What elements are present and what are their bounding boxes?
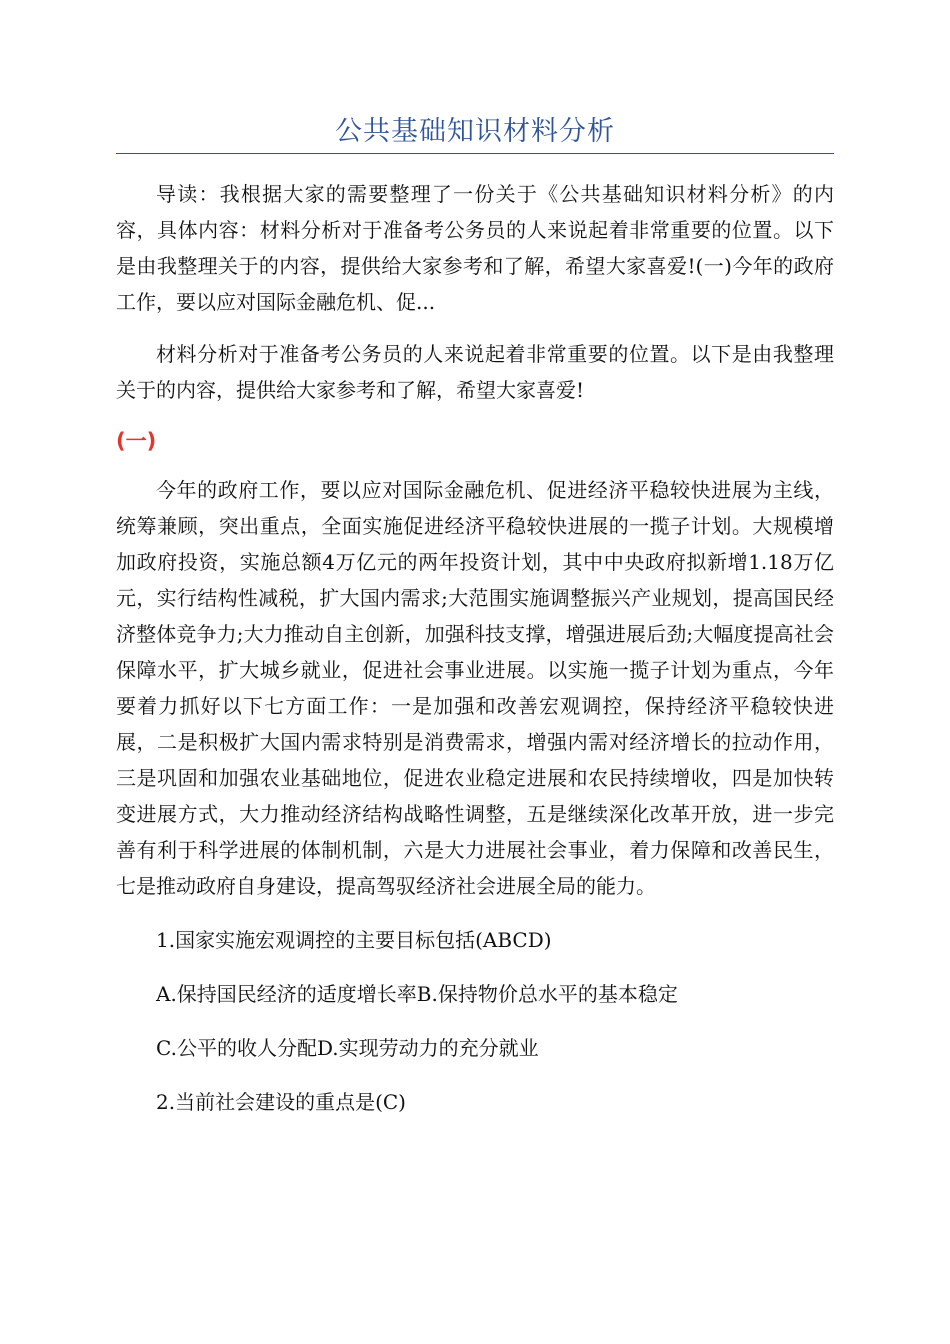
lead-paragraph: 材料分析对于准备考公务员的人来说起着非常重要的位置。以下是由我整理关于的内容，提供给大家参考和了解，希望大家喜爱!: [116, 342, 834, 402]
document-body: [116, 176, 834, 1138]
title-underline: [116, 153, 834, 154]
options-line-cd: C.公平的收人分配D.实现劳动力的充分就业: [156, 1036, 539, 1060]
question-line-2: 2.当前社会建设的重点是(C): [156, 1090, 406, 1114]
intro-paragraph: 导读：我根据大家的需要整理了一份关于《公共基础知识材料分析》的内容，具体内容：材料分析对于准备考公务员的人来说起着非常重要的位置。以下是由我整理关于的内容，提供给大家参考和了解，希望大家喜爱!(一)今年的政府工作，要以应对国际金融危机、促...: [116, 182, 834, 314]
options-line-ab: A.保持国民经济的适度增长率B.保持物价总水平的基本稳定: [156, 982, 678, 1006]
main-paragraph: 今年的政府工作，要以应对国际金融危机、促进经济平稳较快进展为主线，统筹兼顾，突出重点，全面实施促进经济平稳较快进展的一揽子计划。大规模增加政府投资，实施总额4万亿元的两年投资计划，其中中央政府拟新增1.18万亿元，实行结构性减税，扩大国内需求;大范围实施调整振兴产业规划，提高国民经济整体竞争力;大力推动自主创新，加强科技支撑，增强进展后劲;大幅度提高社会保障水平，扩大城乡就业，促进社会事业进展。以实施一揽子计划为重点，今年要着力抓好以下七方面工作：一是加强和改善宏观调控，保持经济平稳较快进展，二是积极扩大国内需求特别是消费需求，增强内需对经济增长的拉动作用，三是巩固和加强农业基础地位，促进农业稳定进展和农民持续增收，四是加快转变进展方式，大力推动经济结构战略性调整，五是继续深化改革开放，进一步完善有利于科学进展的体制机制，六是大力进展社会事业，着力保障和改善民生，七是推动政府自身建设，提高驾驭经济社会进展全局的能力。: [116, 478, 834, 898]
document-title: 公共基础知识材料分析: [335, 116, 615, 147]
section-heading: (一): [116, 429, 157, 453]
question-line-1: 1.国家实施宏观调控的主要目标包括(ABCD): [156, 928, 552, 952]
